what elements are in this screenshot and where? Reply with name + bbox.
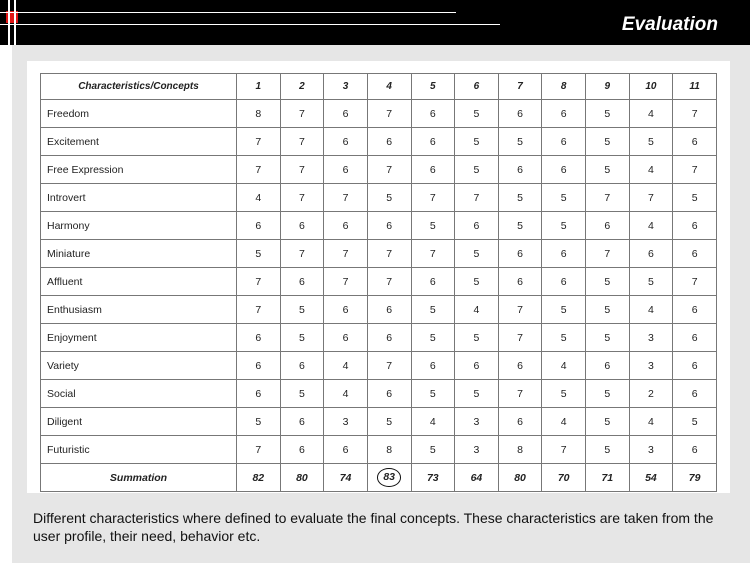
- score-cell: 7: [237, 436, 281, 464]
- decorative-line: [8, 0, 10, 45]
- score-cell: 7: [586, 240, 630, 268]
- score-cell: 6: [455, 212, 499, 240]
- score-cell: 5: [542, 380, 586, 408]
- score-cell: 3: [629, 324, 673, 352]
- score-cell: 5: [586, 296, 630, 324]
- table-row: [41, 212, 717, 240]
- table-row: [41, 380, 717, 408]
- score-cell: 6: [498, 352, 542, 380]
- score-cell: 6: [367, 296, 411, 324]
- score-cell: 6: [411, 352, 455, 380]
- score-cell: 5: [542, 296, 586, 324]
- score-cell: 5: [542, 184, 586, 212]
- score-cell: 7: [280, 128, 324, 156]
- characteristic-label: Enjoyment: [41, 324, 237, 352]
- score-cell: 6: [673, 212, 717, 240]
- score-cell: 6: [237, 352, 281, 380]
- concept-header: 4: [367, 74, 411, 100]
- characteristic-label: Affluent: [41, 268, 237, 296]
- table-row: [41, 436, 717, 464]
- concept-header: 1: [237, 74, 281, 100]
- table-panel: [27, 61, 730, 493]
- score-cell: 6: [586, 352, 630, 380]
- score-cell: 8: [367, 436, 411, 464]
- concept-header: 8: [542, 74, 586, 100]
- summation-cell: [367, 464, 411, 492]
- score-cell: 6: [673, 128, 717, 156]
- summation-cell: 54: [629, 464, 673, 492]
- score-cell: 6: [280, 436, 324, 464]
- score-cell: 6: [498, 156, 542, 184]
- score-cell: 6: [542, 240, 586, 268]
- concept-header: 2: [280, 74, 324, 100]
- score-cell: 7: [237, 156, 281, 184]
- concept-header: 9: [586, 74, 630, 100]
- score-cell: 6: [280, 408, 324, 436]
- score-cell: 6: [367, 324, 411, 352]
- score-cell: 4: [324, 380, 368, 408]
- score-cell: 3: [455, 436, 499, 464]
- score-cell: 4: [542, 352, 586, 380]
- table-header-row: [41, 74, 717, 100]
- concept-header: 11: [673, 74, 717, 100]
- score-cell: 7: [498, 296, 542, 324]
- score-cell: 6: [324, 156, 368, 184]
- table-row: [41, 128, 717, 156]
- score-cell: 7: [237, 268, 281, 296]
- score-cell: 6: [498, 240, 542, 268]
- score-cell: 4: [237, 184, 281, 212]
- score-cell: 5: [586, 156, 630, 184]
- score-cell: 5: [586, 408, 630, 436]
- score-cell: 7: [324, 184, 368, 212]
- score-cell: 5: [629, 128, 673, 156]
- summation-cell: 71: [586, 464, 630, 492]
- score-cell: 5: [411, 380, 455, 408]
- score-cell: 6: [324, 324, 368, 352]
- score-cell: 3: [455, 408, 499, 436]
- score-cell: 2: [629, 380, 673, 408]
- score-cell: 6: [673, 324, 717, 352]
- score-cell: 6: [542, 128, 586, 156]
- score-cell: 5: [498, 212, 542, 240]
- score-cell: 6: [498, 408, 542, 436]
- score-cell: 5: [280, 296, 324, 324]
- score-cell: 6: [411, 268, 455, 296]
- characteristic-label: Variety: [41, 352, 237, 380]
- score-cell: 7: [586, 184, 630, 212]
- table-row: [41, 184, 717, 212]
- score-cell: 5: [629, 268, 673, 296]
- score-cell: 6: [586, 212, 630, 240]
- score-cell: 7: [367, 156, 411, 184]
- score-cell: 7: [237, 128, 281, 156]
- score-cell: 5: [237, 408, 281, 436]
- table-row: [41, 100, 717, 128]
- score-cell: 5: [411, 212, 455, 240]
- score-cell: 6: [324, 100, 368, 128]
- score-cell: 5: [498, 128, 542, 156]
- score-cell: 6: [280, 352, 324, 380]
- score-cell: 7: [367, 268, 411, 296]
- score-cell: 7: [498, 324, 542, 352]
- score-cell: 5: [455, 240, 499, 268]
- concept-header: 10: [629, 74, 673, 100]
- score-cell: 4: [629, 100, 673, 128]
- table-row: [41, 324, 717, 352]
- concept-header: 3: [324, 74, 368, 100]
- score-cell: 5: [411, 296, 455, 324]
- summation-cell: 73: [411, 464, 455, 492]
- score-cell: 7: [280, 100, 324, 128]
- score-cell: 3: [324, 408, 368, 436]
- score-cell: 5: [455, 156, 499, 184]
- score-cell: 4: [629, 156, 673, 184]
- concept-header: 6: [455, 74, 499, 100]
- characteristic-label: Miniature: [41, 240, 237, 268]
- score-cell: 6: [411, 128, 455, 156]
- summation-cell: 80: [280, 464, 324, 492]
- score-cell: 5: [586, 380, 630, 408]
- table-row: [41, 240, 717, 268]
- table-row: [41, 296, 717, 324]
- score-cell: 5: [455, 380, 499, 408]
- score-cell: 5: [673, 408, 717, 436]
- score-cell: 6: [367, 380, 411, 408]
- score-cell: 6: [673, 296, 717, 324]
- score-cell: 7: [411, 240, 455, 268]
- characteristic-label: Freedom: [41, 100, 237, 128]
- characteristic-label: Social: [41, 380, 237, 408]
- score-cell: 5: [280, 380, 324, 408]
- score-cell: 5: [673, 184, 717, 212]
- score-cell: 7: [367, 352, 411, 380]
- score-cell: 7: [280, 184, 324, 212]
- score-cell: 5: [411, 324, 455, 352]
- characteristic-label: Futuristic: [41, 436, 237, 464]
- score-cell: 7: [673, 156, 717, 184]
- summation-cell: 82: [237, 464, 281, 492]
- score-cell: 5: [455, 100, 499, 128]
- concept-header: 5: [411, 74, 455, 100]
- table-row: [41, 268, 717, 296]
- score-cell: 6: [629, 240, 673, 268]
- evaluation-table: [40, 73, 717, 492]
- score-cell: 5: [367, 408, 411, 436]
- score-cell: 6: [280, 212, 324, 240]
- decorative-line: [14, 0, 16, 45]
- score-cell: 7: [498, 380, 542, 408]
- score-cell: 6: [673, 240, 717, 268]
- score-cell: 7: [455, 184, 499, 212]
- score-cell: 6: [498, 100, 542, 128]
- score-cell: 6: [673, 380, 717, 408]
- characteristic-label: Harmony: [41, 212, 237, 240]
- score-cell: 5: [586, 324, 630, 352]
- score-cell: 4: [629, 408, 673, 436]
- score-cell: 6: [237, 324, 281, 352]
- score-cell: 7: [673, 100, 717, 128]
- score-cell: 6: [367, 212, 411, 240]
- score-cell: 6: [411, 156, 455, 184]
- corner-header: Characteristics/Concepts: [41, 74, 237, 100]
- concept-header: 7: [498, 74, 542, 100]
- score-cell: 3: [629, 352, 673, 380]
- characteristic-label: Free Expression: [41, 156, 237, 184]
- score-cell: 6: [673, 352, 717, 380]
- score-cell: 3: [629, 436, 673, 464]
- left-stripe: [0, 45, 12, 563]
- score-cell: 5: [586, 100, 630, 128]
- score-cell: 6: [673, 436, 717, 464]
- score-cell: 5: [367, 184, 411, 212]
- summation-cell: 74: [324, 464, 368, 492]
- caption-text: Different characteristics where defined to evaluate the final concepts. These characteristics are taken from the user profile, their need, behavior etc.: [33, 510, 714, 544]
- score-cell: 5: [586, 268, 630, 296]
- decorative-line: [0, 12, 456, 13]
- score-cell: 5: [498, 184, 542, 212]
- score-cell: 7: [367, 240, 411, 268]
- summation-cell: 80: [498, 464, 542, 492]
- score-cell: 7: [324, 240, 368, 268]
- score-cell: 5: [586, 436, 630, 464]
- score-cell: 4: [542, 408, 586, 436]
- score-cell: 5: [411, 436, 455, 464]
- score-cell: 6: [280, 268, 324, 296]
- score-cell: 6: [324, 212, 368, 240]
- score-cell: 6: [324, 296, 368, 324]
- score-cell: 6: [498, 268, 542, 296]
- score-cell: 4: [455, 296, 499, 324]
- score-cell: 7: [280, 240, 324, 268]
- score-cell: 5: [455, 324, 499, 352]
- score-cell: 7: [542, 436, 586, 464]
- score-cell: 4: [324, 352, 368, 380]
- score-cell: 7: [673, 268, 717, 296]
- score-cell: 6: [542, 100, 586, 128]
- score-cell: 7: [237, 296, 281, 324]
- page-title: Evaluation: [621, 14, 718, 35]
- summation-cell: 70: [542, 464, 586, 492]
- score-cell: 6: [324, 436, 368, 464]
- score-cell: 5: [586, 128, 630, 156]
- table-row: [41, 352, 717, 380]
- table-row: [41, 408, 717, 436]
- characteristic-label: Diligent: [41, 408, 237, 436]
- score-cell: 7: [324, 268, 368, 296]
- score-cell: 4: [411, 408, 455, 436]
- score-cell: 6: [455, 352, 499, 380]
- score-cell: 6: [542, 156, 586, 184]
- score-cell: 6: [411, 100, 455, 128]
- summation-cell: 79: [673, 464, 717, 492]
- decorative-line: [0, 24, 500, 25]
- score-cell: 5: [455, 268, 499, 296]
- score-cell: 5: [542, 324, 586, 352]
- summation-label: Summation: [41, 464, 237, 492]
- score-cell: 8: [498, 436, 542, 464]
- score-cell: 8: [237, 100, 281, 128]
- characteristic-label: Enthusiasm: [41, 296, 237, 324]
- score-cell: 6: [542, 268, 586, 296]
- score-cell: 7: [367, 100, 411, 128]
- score-cell: 5: [237, 240, 281, 268]
- score-cell: 6: [237, 212, 281, 240]
- summation-row: [41, 464, 717, 492]
- score-cell: 4: [629, 212, 673, 240]
- summation-cell: 64: [455, 464, 499, 492]
- score-cell: 5: [542, 212, 586, 240]
- score-cell: 5: [455, 128, 499, 156]
- score-cell: 7: [280, 156, 324, 184]
- score-cell: 6: [324, 128, 368, 156]
- score-cell: 6: [367, 128, 411, 156]
- header-bar: [0, 0, 750, 45]
- score-cell: 5: [280, 324, 324, 352]
- characteristic-label: Introvert: [41, 184, 237, 212]
- score-cell: 6: [237, 380, 281, 408]
- characteristic-label: Excitement: [41, 128, 237, 156]
- score-cell: 7: [629, 184, 673, 212]
- score-cell: 4: [629, 296, 673, 324]
- table-row: [41, 156, 717, 184]
- score-cell: 7: [411, 184, 455, 212]
- highlighted-total: 83: [377, 468, 401, 487]
